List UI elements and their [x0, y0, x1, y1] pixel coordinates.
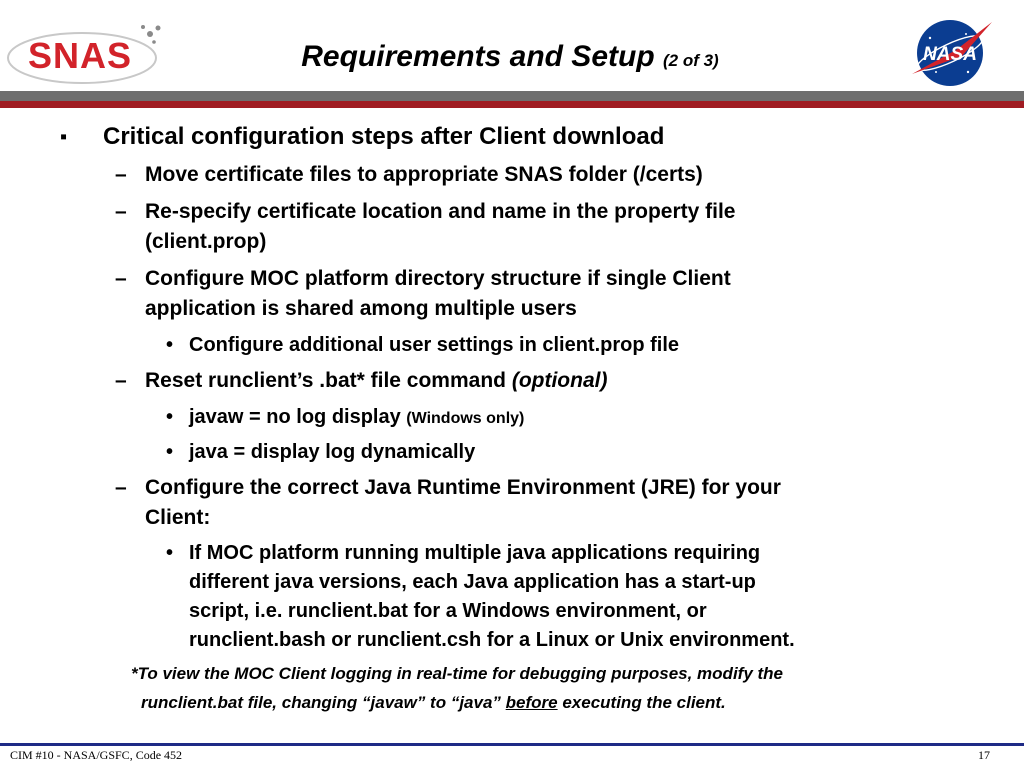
bullet-1: Critical configuration steps after Client download — [103, 123, 665, 150]
item-5-line-2: Client: — [145, 506, 211, 529]
item-4-sub-1-main: javaw = no log display — [189, 406, 401, 428]
note-before-emphasis: before — [505, 693, 558, 712]
snas-logo — [4, 18, 168, 86]
title-subtitle: (2 of 3) — [663, 51, 719, 70]
svg-text:SNAS: SNAS — [27, 35, 133, 76]
svg-text:NASA: NASA — [923, 44, 977, 65]
title-main: Requirements and Setup — [301, 40, 655, 73]
item-4 — [145, 369, 607, 393]
note-line-2 — [141, 693, 726, 713]
bullet-square-marker: ▪ — [60, 126, 68, 148]
note-line-2-c: executing the client. — [562, 693, 726, 712]
dash-marker-2: – — [115, 200, 127, 223]
item-2-line-1: Re-specify certificate location and name in the property file — [145, 200, 736, 223]
item-3-sub-1: Configure additional user settings in client.prop file — [189, 334, 680, 356]
header-band-gray — [0, 91, 1024, 101]
nasa-logo — [906, 16, 996, 90]
item-5-sub-1-line-2: different java versions, each Java application has a start-up — [189, 571, 756, 593]
item-5-sub-1-line-3: script, i.e. runclient.bat for a Windows environment, or — [189, 600, 707, 622]
footer-rule — [0, 743, 1024, 746]
dash-marker-5: – — [115, 476, 127, 499]
item-2-line-2: (client.prop) — [145, 230, 267, 253]
note-line-2-a: runclient.bat file, changing “javaw” to “java” — [141, 693, 501, 712]
dash-marker-1: – — [115, 163, 127, 186]
item-4-optional: (optional) — [511, 369, 608, 392]
item-4-sub-1-note: (Windows only) — [406, 410, 525, 427]
item-3-line-1: Configure MOC platform directory structure if single Client — [145, 267, 731, 290]
item-5-sub-1-line-4: runclient.bash or runclient.csh for a Linux or Unix environment. — [189, 629, 795, 651]
dot-marker-4: • — [166, 542, 174, 564]
dot-marker-2: • — [166, 406, 174, 428]
footer-text: CIM #10 - NASA/GSFC, Code 452 — [10, 748, 183, 762]
slide-title — [210, 40, 810, 74]
item-1: Move certificate files to appropriate SNAS folder (/certs) — [145, 163, 703, 186]
item-4-sub-1 — [189, 406, 524, 429]
item-5-sub-1-line-1: If MOC platform running multiple java applications requiring — [189, 542, 761, 564]
item-4-main: Reset runclient’s .bat* file command — [145, 369, 506, 392]
note-line-1: *To view the MOC Client logging in real-time for debugging purposes, modify the — [131, 664, 784, 683]
page-number: 17 — [978, 748, 990, 762]
dot-marker-3: • — [166, 441, 174, 463]
item-3-line-2: application is shared among multiple users — [145, 297, 577, 320]
dot-marker-1: • — [166, 334, 174, 356]
dash-marker-3: – — [115, 267, 127, 290]
item-4-sub-2: java = display log dynamically — [189, 441, 476, 463]
header-band-red — [0, 101, 1024, 108]
dash-marker-4: – — [115, 369, 127, 392]
item-5-line-1: Configure the correct Java Runtime Environment (JRE) for your — [145, 476, 781, 499]
